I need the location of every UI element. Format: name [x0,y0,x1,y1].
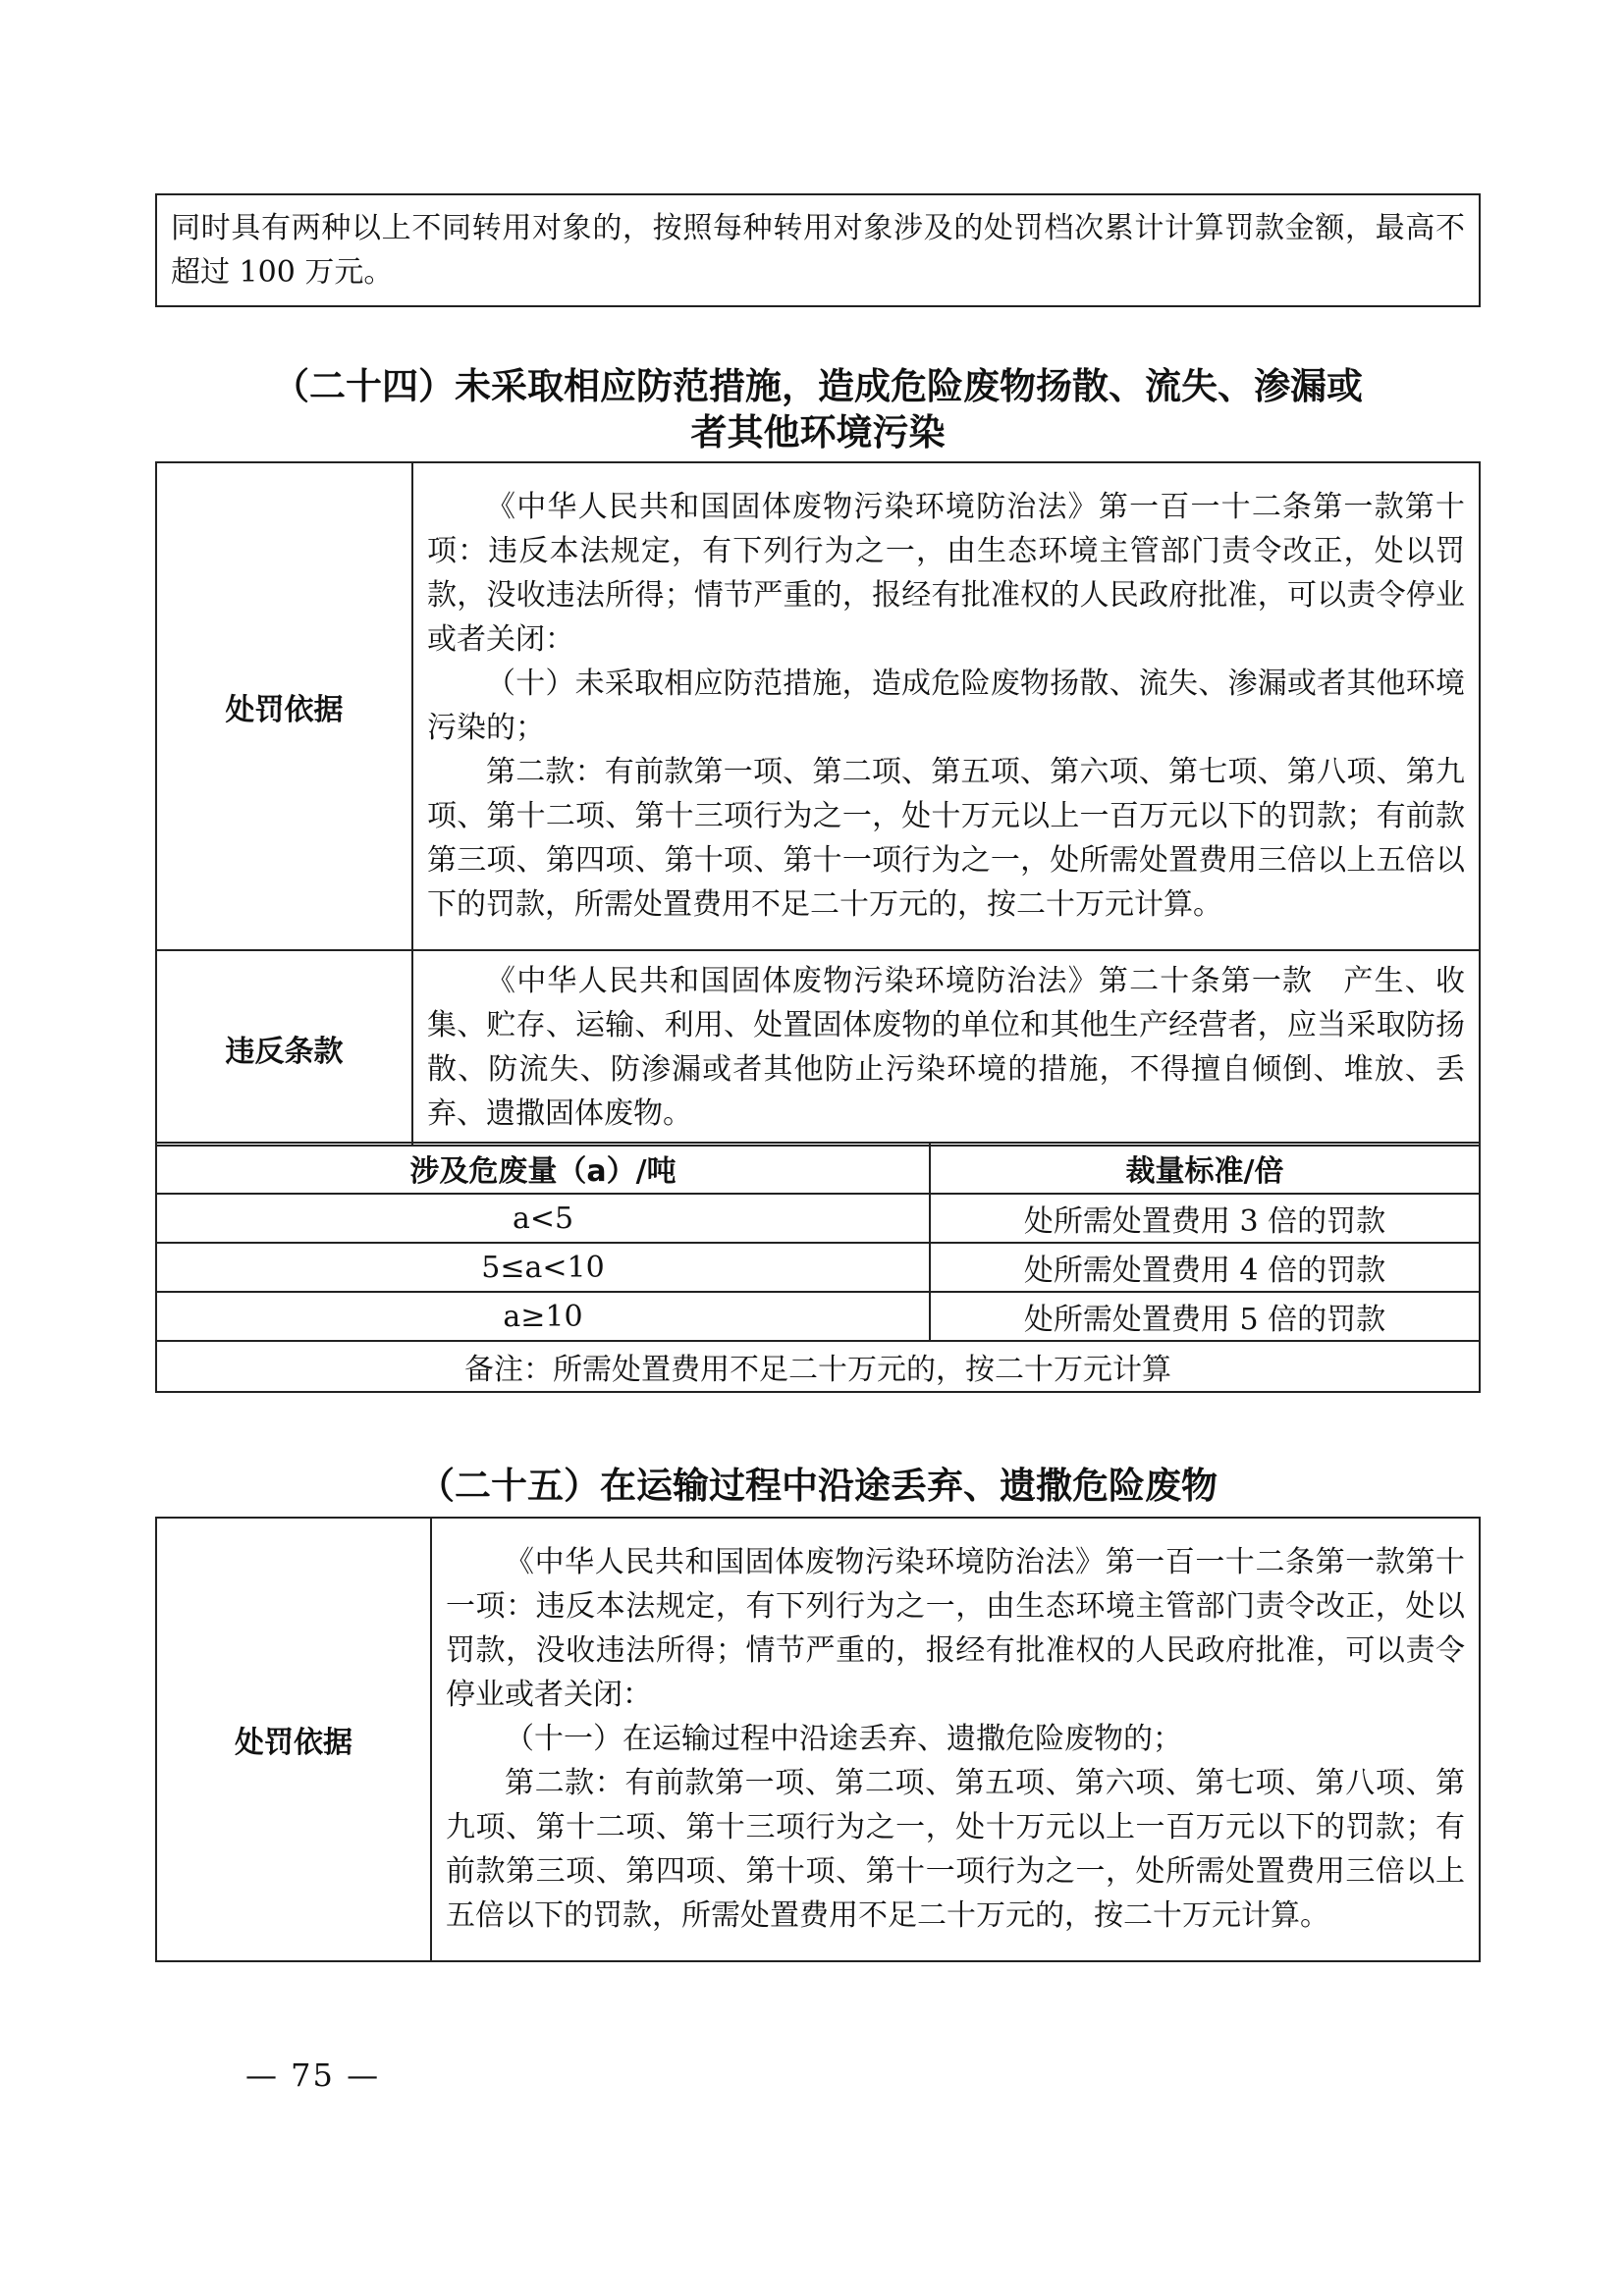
header-row [156,1143,1480,1194]
section-25-law-table [155,1517,1481,1962]
continuation-text: 同时具有两种以上不同转用对象的，按照每种转用对象涉及的处罚档次累计计算罚款金额，最高不超过 100 万元。 [171,211,1465,290]
note-row [156,1341,1480,1392]
amount-cell: a<5 [156,1194,930,1243]
section-24-law-table [155,461,1481,1147]
table-row [156,1194,1480,1243]
section-24-discretion-table [155,1142,1481,1393]
basis-paragraph: 第二款：有前款第一项、第二项、第五项、第六项、第七项、第八项、第九项、第十二项、第十三项行为之一，处十万元以上一百万元以下的罚款；有前款第三项、第四项、第十项、第十一项行为之一，处所需处置费用三倍以上五倍以下的罚款，所需处置费用不足二十万元的，按二十万元计算。 [446,1765,1465,1933]
amount-cell: 5≤a<10 [156,1243,930,1292]
note-cell: 备注：所需处置费用不足二十万元的，按二十万元计算 [156,1341,1480,1392]
basis-label: 处罚依据 [156,1518,431,1961]
violation-content [412,950,1480,1146]
standard-cell: 处所需处置费用 4 倍的罚款 [930,1243,1480,1292]
table-row [156,1292,1480,1341]
violation-text: 《中华人民共和国固体废物污染环境防治法》第二十条第一款 产生、收集、贮存、运输、利用、处置固体废物的单位和其他生产经营者，应当采取防扬散、防流失、防渗漏或者其他防止污染环境的措施，不得擅自倾倒、堆放、丢弃、遗撒固体废物。 [427,963,1465,1131]
table-row [156,1243,1480,1292]
continuation-cell [156,194,1480,306]
standard-cell: 处所需处置费用 5 倍的罚款 [930,1292,1480,1341]
basis-paragraph: （十）未采取相应防范措施，造成危险废物扬散、流失、渗漏或者其他环境污染的； [427,666,1465,745]
section-24-title: （二十四）未采取相应防范措施，造成危险废物扬散、流失、渗漏或 者其他环境污染 [273,365,1363,454]
basis-label: 处罚依据 [156,462,412,950]
page-number: — 75 — [245,2056,381,2094]
violation-label: 违反条款 [156,950,412,1146]
basis-content [412,462,1480,950]
basis-paragraph: 《中华人民共和国固体废物污染环境防治法》第一百一十二条第一款第十项：违反本法规定，有下列行为之一，由生态环境主管部门责令改正，处以罚款，没收违法所得；情节严重的，报经有批准权的人民政府批准，可以责令停业或者关闭： [427,489,1465,657]
standard-column-header: 裁量标准/倍 [930,1143,1480,1194]
amount-column-header: 涉及危废量（a）/吨 [156,1143,930,1194]
standard-cell: 处所需处置费用 3 倍的罚款 [930,1194,1480,1243]
continuation-table [155,193,1481,307]
basis-paragraph: 《中华人民共和国固体废物污染环境防治法》第一百一十二条第一款第十一项：违反本法规定，有下列行为之一，由生态环境主管部门责令改正，处以罚款，没收违法所得；情节严重的，报经有批准权的人民政府批准，可以责令停业或者关闭： [446,1544,1465,1712]
section-25-title: （二十五）在运输过程中沿途丢弃、遗撒危险废物 [418,1465,1218,1507]
basis-paragraph: （十一）在运输过程中沿途丢弃、遗撒危险废物的； [505,1721,1182,1756]
basis-content [431,1518,1480,1961]
basis-paragraph: 第二款：有前款第一项、第二项、第五项、第六项、第七项、第八项、第九项、第十二项、第十三项行为之一，处十万元以上一百万元以下的罚款；有前款第三项、第四项、第十项、第十一项行为之一，处所需处置费用三倍以上五倍以下的罚款，所需处置费用不足二十万元的，按二十万元计算。 [427,754,1465,922]
amount-cell: a≥10 [156,1292,930,1341]
